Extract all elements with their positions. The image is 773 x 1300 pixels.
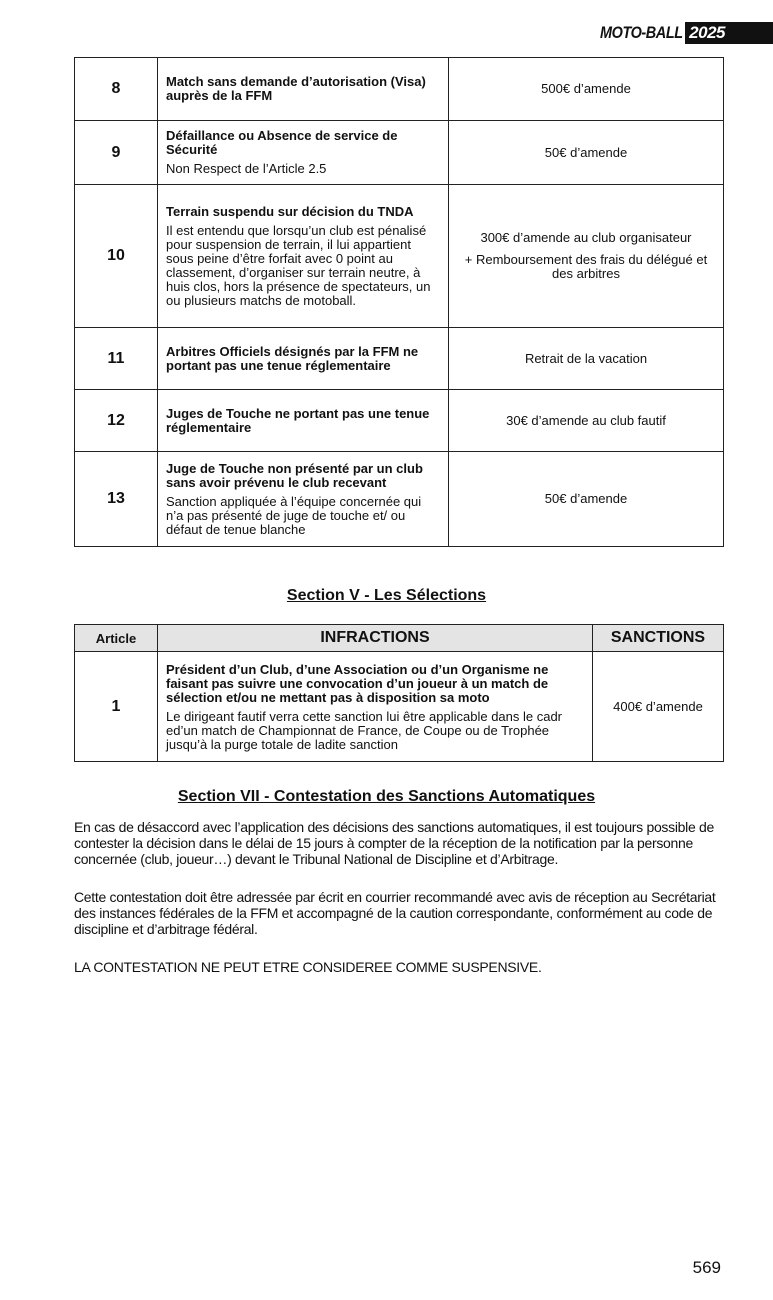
infraction-note: Non Respect de l’Article 2.5	[166, 161, 327, 176]
infraction-cell	[158, 121, 449, 185]
sanction-cell: 50€ d’amende	[449, 452, 724, 547]
infraction-title: Match sans demande d’autorisation (Visa) auprès de la FFM	[166, 74, 426, 103]
infraction-note: Il est entendu que lorsqu’un club est pénalisé pour suspension de terrain, il lui appartient sous peine d’être forfait avec 0 point au classement, d’organiser sur terrain neutre, à huis clos, hors la présence de spectateurs, un ou plusieurs matchs de motoball.	[166, 222, 431, 308]
sanction-cell: 500€ d’amende	[449, 58, 724, 121]
row-number: 9	[75, 121, 158, 185]
infraction-cell	[158, 390, 449, 452]
infraction-cell	[158, 58, 449, 121]
table-header-row	[75, 625, 724, 652]
sanctions-table	[74, 57, 724, 547]
page-number: 569	[692, 1258, 721, 1277]
column-header-article: Article	[75, 625, 158, 652]
infraction-title: Juge de Touche non présenté par un club sans avoir prévenu le club recevant	[166, 460, 423, 490]
sanction-text: 300€ d’amende au club organisateur	[480, 230, 692, 245]
infraction-title: Président d’un Club, d’une Association ou d’un Organisme ne faisant pas suivre une convocation d’un joueur à un match de sélection et/ou ne mettant pas à disposition sa moto	[166, 662, 549, 705]
table-row	[75, 185, 724, 328]
brand-name: MOTO-BALL	[600, 23, 683, 42]
brand-year: 2025	[685, 22, 773, 44]
sanction-cell: 30€ d’amende au club fautif	[449, 390, 724, 452]
sanction-text-extra: + Remboursement des frais du délégué et des arbitres	[464, 252, 708, 281]
row-number: 8	[75, 58, 158, 121]
row-number: 12	[75, 390, 158, 452]
table-row	[75, 390, 724, 452]
brand-header	[585, 22, 773, 44]
infraction-title: Défaillance ou Absence de service de Sécurité	[166, 128, 398, 157]
column-header-infractions: INFRACTIONS	[158, 625, 593, 652]
infraction-title: Terrain suspendu sur décision du TNDA	[166, 203, 414, 219]
selections-table	[74, 624, 724, 762]
row-number: 10	[75, 185, 158, 328]
infraction-cell	[158, 452, 449, 547]
infraction-cell	[158, 652, 593, 762]
table-row	[75, 58, 724, 121]
sanction-cell: Retrait de la vacation	[449, 328, 724, 390]
row-number: 11	[75, 328, 158, 390]
table-row	[75, 328, 724, 390]
sanction-cell: 400€ d’amende	[593, 652, 724, 762]
sanction-cell	[449, 185, 724, 328]
paragraph: LA CONTESTATION NE PEUT ETRE CONSIDEREE COMME SUSPENSIVE.	[74, 959, 542, 975]
table-row	[75, 652, 724, 762]
infraction-note: Le dirigeant fautif verra cette sanction lui être applicable dans le cadr ed’un match de Championnat de France, de Coupe ou de Trophée jusqu’à la purge totale de ladite sanction	[166, 709, 563, 752]
paragraph: Cette contestation doit être adressée par écrit en courrier recommandé avec avis de réception au Secrétariat des instances fédérales de la FFM et accompagné de la caution correspondante, conformément au code de discipline et d’arbitrage fédéral.	[74, 889, 716, 937]
table-row	[75, 452, 724, 547]
infraction-note: Sanction appliquée à l’équipe concernée qui n’a pas présenté de juge de touche et/ ou défaut de tenue blanche	[166, 493, 422, 537]
row-number: 13	[75, 452, 158, 547]
infraction-title: Juges de Touche ne portant pas une tenue réglementaire	[166, 405, 430, 435]
row-number: 1	[75, 652, 158, 762]
infraction-cell	[158, 328, 449, 390]
table-row	[75, 121, 724, 185]
section-v-title: Section V - Les Sélections	[286, 587, 487, 604]
column-header-sanctions: SANCTIONS	[593, 625, 724, 652]
infraction-cell	[158, 185, 449, 328]
paragraph: En cas de désaccord avec l’application des décisions des sanctions automatiques, il est toujours possible de contester la décision dans le délai de 15 jours à compter de la réception de la notification par la personne concernée (club, joueur…) devant le Tribunal National de Discipline et d’Arbitrage.	[74, 819, 714, 867]
infraction-title: Arbitres Officiels désignés par la FFM ne portant pas une tenue réglementaire	[166, 343, 419, 373]
section-vii-title: Section VII - Contestation des Sanctions Automatiques	[177, 788, 596, 805]
sanction-cell: 50€ d’amende	[449, 121, 724, 185]
